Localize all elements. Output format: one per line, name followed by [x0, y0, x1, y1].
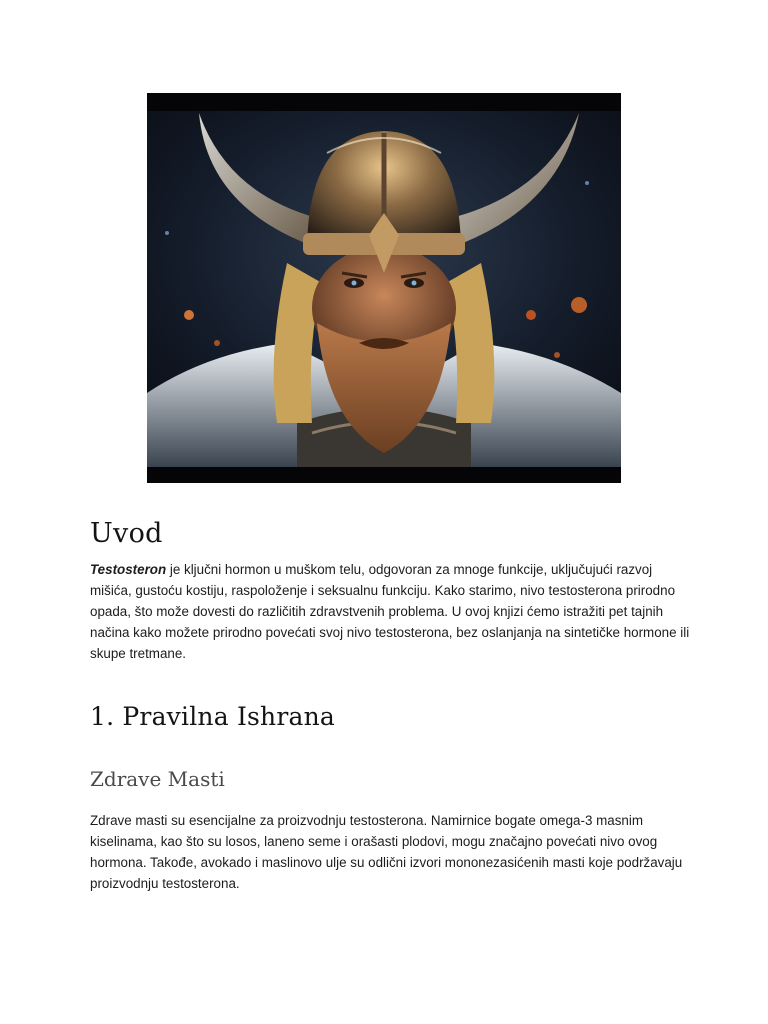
article-content: [90, 515, 690, 894]
subsection-paragraph: Zdrave masti su esencijalne za proizvodnju testosterona. Namirnice bogate omega-3 masnim kiselinama, kao što su losos, laneno seme i orašasti plodovi, mogu značajno povećati nivo ovog hormona. Takođe, avokado i maslinovo ulje su odlični izvori mononezasićenih masti koje podržavaju proizvodnju testosterona.: [90, 813, 683, 891]
intro-body: je ključni hormon u muškom telu, odgovoran za mnoge funkcije, uključujući razvoj mišića, gustoću kostiju, raspoloženje i seksualnu funkciju. Kako starimo, nivo testosterona prirodno opada, što može dovesti do različitih zdravstvenih problema. U ovoj knjizi ćemo istražiti pet tajnih načina kako možete prirodno povećati svoj nivo testosterona, bez oslanjanja na sintetičke hormone ili skupe tretmane.: [90, 562, 690, 661]
subsection-heading: Zdrave Masti: [90, 767, 225, 791]
intro-paragraph: [90, 559, 690, 664]
section-heading: 1. Pravilna Ishrana: [90, 702, 336, 731]
viking-warrior-image: [147, 93, 621, 483]
intro-lead-term: Testosteron: [90, 562, 167, 577]
viking-illustration: [147, 93, 621, 483]
intro-heading: Uvod: [90, 518, 163, 549]
